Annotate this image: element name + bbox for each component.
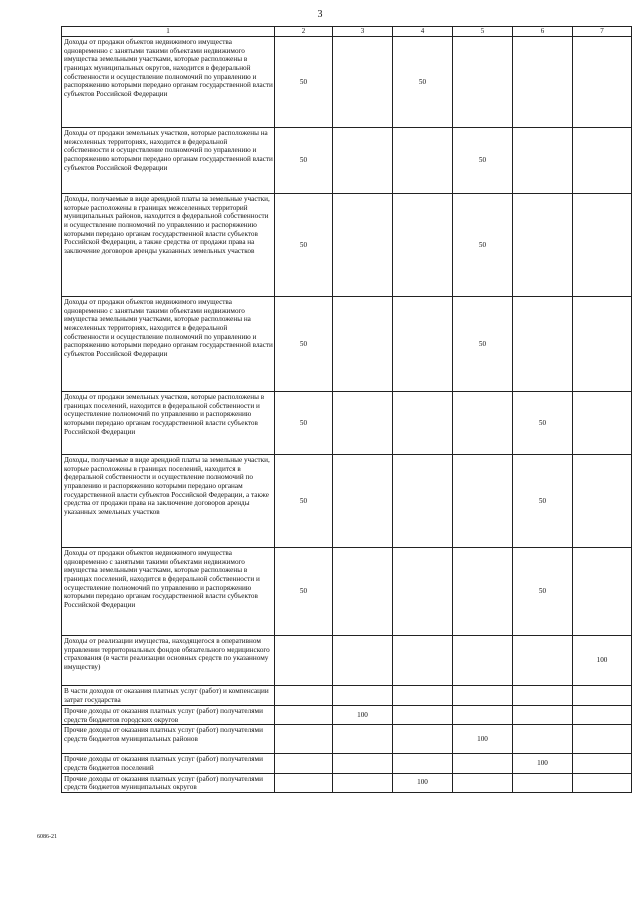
percentage-cell: 50: [275, 37, 333, 128]
percentage-cell: [453, 636, 513, 686]
percentage-cell: [573, 392, 632, 455]
percentage-cell: [393, 128, 453, 194]
percentage-cell: 50: [275, 297, 333, 392]
percentage-cell: [453, 706, 513, 725]
revenue-description: Прочие доходы от оказания платных услуг (работ) получателями средств бюджетов городских округов: [62, 706, 275, 725]
percentage-cell: [333, 37, 393, 128]
percentage-cell: [333, 773, 393, 792]
revenue-description: Прочие доходы от оказания платных услуг (работ) получателями средств бюджетов муниципальных районов: [62, 725, 275, 754]
percentage-cell: [275, 706, 333, 725]
revenue-description: Доходы от продажи земельных участков, которые расположены на межселенных территориях, находится в федеральной собственности и осуществление полномочий по управлению и распоряжению которыми передано органам государственной власти субъектов Российской Федерации: [62, 128, 275, 194]
percentage-cell: [453, 392, 513, 455]
revenue-distribution-table: [61, 26, 632, 793]
percentage-cell: [513, 686, 573, 706]
percentage-cell: [393, 194, 453, 297]
percentage-cell: [513, 128, 573, 194]
percentage-cell: [453, 37, 513, 128]
table-row: [62, 455, 632, 548]
percentage-cell: [513, 773, 573, 792]
percentage-cell: [453, 455, 513, 548]
column-number: 2: [275, 27, 333, 37]
percentage-cell: [453, 754, 513, 773]
table-row: [62, 725, 632, 754]
percentage-cell: [573, 37, 632, 128]
percentage-cell: 50: [275, 392, 333, 455]
percentage-cell: [333, 128, 393, 194]
percentage-cell: 100: [393, 773, 453, 792]
percentage-cell: [513, 636, 573, 686]
percentage-cell: [393, 754, 453, 773]
percentage-cell: [393, 686, 453, 706]
percentage-cell: 50: [393, 37, 453, 128]
table-row: [62, 128, 632, 194]
revenue-description: В части доходов от оказания платных услуг (работ) и компенсации затрат государства: [62, 686, 275, 706]
percentage-cell: [513, 706, 573, 725]
table-row: [62, 754, 632, 773]
percentage-cell: 100: [333, 706, 393, 725]
percentage-cell: [275, 686, 333, 706]
revenue-description: Доходы от продажи объектов недвижимого имущества одновременно с занятыми такими объектами недвижимого имущества земельными участками, которые расположены в границах муниципальных округов, находится в федеральной собственности и осуществление полномочий по управлению и распоряжению которыми передано органам государственной власти субъектов Российской Федерации: [62, 37, 275, 128]
percentage-cell: [275, 725, 333, 754]
percentage-cell: [393, 392, 453, 455]
percentage-cell: [513, 725, 573, 754]
footer-code: 6086-21: [37, 834, 57, 840]
column-number-row: [62, 27, 632, 37]
table-row: [62, 706, 632, 725]
column-number: 7: [573, 27, 632, 37]
percentage-cell: 50: [453, 194, 513, 297]
percentage-cell: [573, 773, 632, 792]
percentage-cell: [333, 392, 393, 455]
percentage-cell: [333, 194, 393, 297]
percentage-cell: [453, 686, 513, 706]
percentage-cell: 50: [453, 297, 513, 392]
percentage-cell: 100: [573, 636, 632, 686]
percentage-cell: [333, 686, 393, 706]
revenue-description: Прочие доходы от оказания платных услуг (работ) получателями средств бюджетов муниципальных округов: [62, 773, 275, 792]
percentage-cell: [573, 686, 632, 706]
percentage-cell: [573, 548, 632, 636]
revenue-description: Доходы от продажи земельных участков, которые расположены в границах поселений, находится в федеральной собственности и осуществление полномочий по управлению и распоряжению которыми передано органам государственной власти субъектов Российской Федерации: [62, 392, 275, 455]
percentage-cell: [573, 706, 632, 725]
table-row: [62, 636, 632, 686]
percentage-cell: 100: [513, 754, 573, 773]
revenue-description: Доходы от реализации имущества, находящегося в оперативном управлении территориальных фондов обязательного медицинского страхования (в части реализации основных средств по указанному имуществу): [62, 636, 275, 686]
revenue-description: Доходы от продажи объектов недвижимого имущества одновременно с занятыми такими объектами недвижимого имущества земельными участками, которые расположены в границах поселений, находится в федеральной собственности и осуществление полномочий по управлению и распоряжению которыми передано органам государственной власти субъектов Российской Федерации: [62, 548, 275, 636]
percentage-cell: 50: [513, 392, 573, 455]
percentage-cell: 50: [453, 128, 513, 194]
percentage-cell: [333, 548, 393, 636]
percentage-cell: [333, 455, 393, 548]
percentage-cell: [573, 128, 632, 194]
revenue-description: Доходы, получаемые в виде арендной платы за земельные участки, которые расположены в границах межселенных территорий муниципальных районов, находится в федеральной собственности и осуществление полномочий по управлению и распоряжению которыми передано органам государственной власти субъектов Российской Федерации, а также средства от продажи права на заключение договоров аренды указанных земельных участков: [62, 194, 275, 297]
column-number: 1: [62, 27, 275, 37]
percentage-cell: 50: [513, 455, 573, 548]
percentage-cell: [573, 754, 632, 773]
percentage-cell: [393, 706, 453, 725]
percentage-cell: 50: [275, 548, 333, 636]
percentage-cell: [453, 773, 513, 792]
percentage-cell: 50: [275, 128, 333, 194]
percentage-cell: [275, 754, 333, 773]
percentage-cell: [573, 297, 632, 392]
percentage-cell: [393, 455, 453, 548]
table-row: [62, 297, 632, 392]
percentage-cell: [513, 194, 573, 297]
percentage-cell: [275, 773, 333, 792]
table-row: [62, 37, 632, 128]
column-number: 4: [393, 27, 453, 37]
table-row: [62, 194, 632, 297]
percentage-cell: [453, 548, 513, 636]
table-row: [62, 686, 632, 706]
table-row: [62, 392, 632, 455]
percentage-cell: [393, 548, 453, 636]
percentage-cell: [393, 636, 453, 686]
column-number: 3: [333, 27, 393, 37]
percentage-cell: 50: [275, 455, 333, 548]
percentage-cell: [393, 725, 453, 754]
percentage-cell: [513, 37, 573, 128]
percentage-cell: [513, 297, 573, 392]
column-number: 6: [513, 27, 573, 37]
percentage-cell: [333, 754, 393, 773]
revenue-description: Прочие доходы от оказания платных услуг (работ) получателями средств бюджетов поселений: [62, 754, 275, 773]
revenue-description: Доходы, получаемые в виде арендной платы за земельные участки, которые расположены в границах поселений, находится в федеральной собственности и осуществление полномочий по управлению и распоряжению которыми передано органам государственной власти субъектов Российской Федерации, а также средства от продажи права на заключение договоров аренды указанных земельных участков: [62, 455, 275, 548]
percentage-cell: 100: [453, 725, 513, 754]
percentage-cell: [333, 297, 393, 392]
column-number: 5: [453, 27, 513, 37]
table-row: [62, 773, 632, 792]
percentage-cell: [275, 636, 333, 686]
percentage-cell: [573, 455, 632, 548]
revenue-description: Доходы от продажи объектов недвижимого имущества одновременно с занятыми такими объектами недвижимого имущества земельными участками, которые расположены на межселенных территориях, находится в федеральной собственности и осуществление полномочий по управлению и распоряжению которыми передано органам государственной власти субъектов Российской Федерации: [62, 297, 275, 392]
percentage-cell: [393, 297, 453, 392]
percentage-cell: 50: [275, 194, 333, 297]
percentage-cell: [573, 194, 632, 297]
table-row: [62, 548, 632, 636]
percentage-cell: [333, 725, 393, 754]
percentage-cell: [573, 725, 632, 754]
percentage-cell: [333, 636, 393, 686]
page-number: 3: [317, 9, 323, 20]
percentage-cell: 50: [513, 548, 573, 636]
